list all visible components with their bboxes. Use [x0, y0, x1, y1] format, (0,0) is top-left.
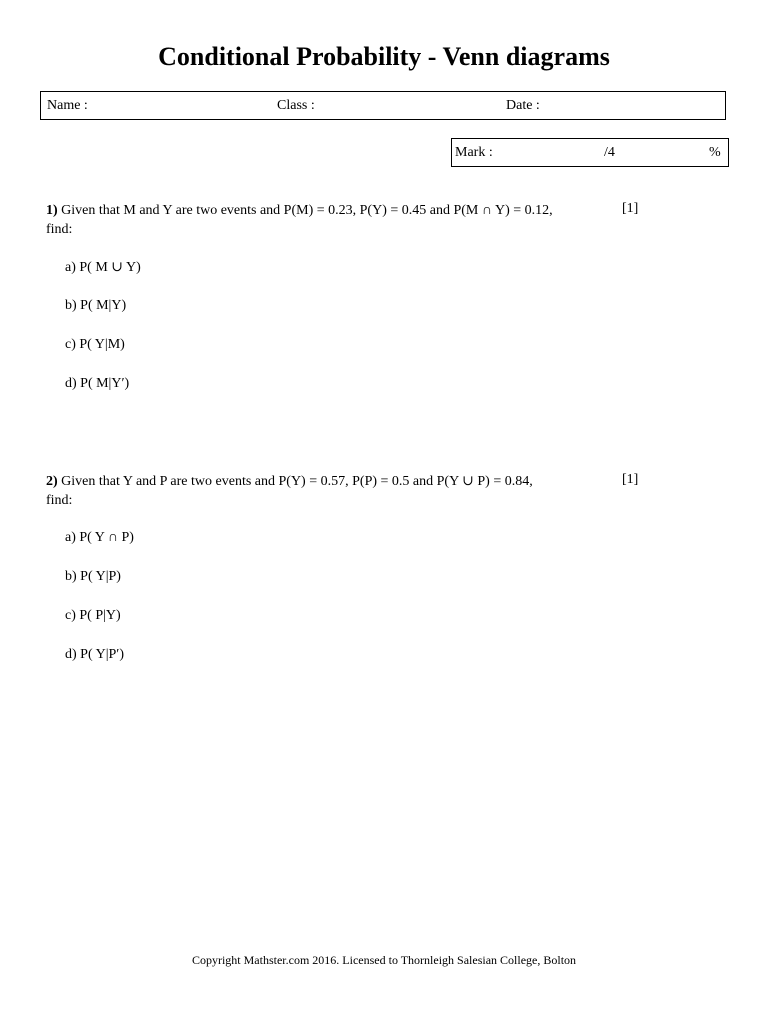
question-text: Given that Y and P are two events and P(Y) = 0.57, P(P) = 0.5 and P(Y ∪ P) = 0.84,	[61, 474, 533, 489]
name-label: Name :	[47, 98, 88, 113]
mark-box	[451, 138, 729, 167]
question-part: d) P( M|Y′)	[65, 376, 130, 391]
question-part: b) P( M|Y)	[65, 298, 127, 313]
question-marks: [1]	[622, 472, 639, 487]
student-info-box	[40, 91, 726, 120]
mark-label: Mark :	[455, 145, 493, 160]
mark-total: /4	[604, 145, 615, 160]
mark-percent: %	[709, 145, 721, 160]
question-part: a) P( Y ∩ P)	[65, 530, 134, 545]
page-title: Conditional Probability - Venn diagrams	[158, 42, 610, 71]
class-label: Class :	[277, 98, 315, 113]
question-marks: [1]	[622, 201, 639, 216]
question-part: d) P( Y|P′)	[65, 647, 125, 662]
question-number: 2)	[46, 474, 58, 489]
question-find: find:	[46, 222, 73, 237]
date-label: Date :	[506, 98, 540, 113]
question-part: c) P( P|Y)	[65, 608, 121, 623]
question-2	[46, 472, 646, 510]
copyright-footer: Copyright Mathster.com 2016. Licensed to Thornleigh Salesian College, Bolton	[191, 953, 577, 967]
question-1	[46, 201, 646, 239]
question-number: 1)	[46, 203, 58, 218]
question-part: a) P( M ∪ Y)	[65, 260, 141, 275]
question-part: c) P( Y|M)	[65, 337, 125, 352]
question-text: Given that M and Y are two events and P(M) = 0.23, P(Y) = 0.45 and P(M ∩ Y) = 0.12,	[61, 203, 553, 218]
question-find: find:	[46, 493, 73, 508]
question-part: b) P( Y|P)	[65, 569, 121, 584]
